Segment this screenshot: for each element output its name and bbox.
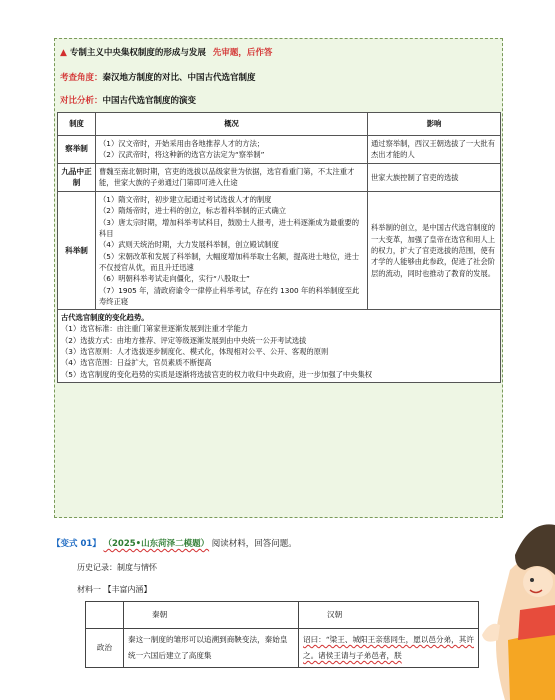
- variant-label: 【变式 01】: [52, 539, 101, 549]
- trend-item: （4）选官范围：日益扩大，官员素质不断提高: [61, 358, 212, 368]
- selection-system-table: [57, 112, 501, 383]
- trend-item: （1）选官标准：由注重门第家世逐渐发展到注重才学能力: [61, 324, 249, 334]
- overview-item: （7）1905 年，清政府谕令一律停止科举考试，存在约 1300 年的科举制度至此寿终正寝: [99, 285, 360, 306]
- overview-item: （3）唐太宗时期，增加科举考试科目，鼓励士人报考，进士科逐渐成为最重要的科目: [99, 217, 360, 239]
- table-row: [86, 629, 479, 668]
- history-record: 历史记录：制度与情怀: [77, 563, 157, 572]
- overview-cell: [96, 163, 368, 192]
- impact-cell: 科举制的创立，是中国古代选官制度的一大变革，加强了皇帝在选官和用人上的权力，扩大了官吏选拔的范围，使有才学的人能够由此参政，促进了社会阶层的流动，同时也推动了教育的发展。: [368, 192, 501, 310]
- trend-row: [58, 310, 501, 383]
- cartoon-girl-illustration: [470, 500, 555, 700]
- table-row: [58, 163, 501, 192]
- analysis-text: 中国古代选官制度的演变: [102, 96, 197, 106]
- overview-item: （4）武则天统治时期，大力发展科举制，创立殿试制度: [99, 240, 279, 250]
- overview-cell: [96, 192, 368, 310]
- material-header-row: [86, 602, 479, 629]
- system-name: 察举制: [58, 136, 96, 164]
- trend-title: 古代选官制度的变化趋势。: [61, 313, 149, 323]
- analysis-line: [60, 94, 196, 106]
- overview-item: （2）汉武帝时，将这种新的选官方法定为“察举制”: [99, 150, 265, 160]
- angle-text: 秦汉地方制度的对比、中国古代选官制度: [102, 73, 256, 83]
- material-han-text: 诏曰：“梁王、城阳王亲慈同生，愿以邑分弟，其许之。诸侯王请与子弟邑者，朕: [299, 629, 479, 668]
- header-overview: 概况: [96, 113, 368, 136]
- overview-item: （1）汉文帝时，开始采用由各地推荐人才的方法；: [99, 139, 265, 148]
- material-header-han: 汉朝: [299, 602, 479, 629]
- header-impact: 影响: [368, 113, 501, 136]
- trend-cell: [58, 310, 501, 383]
- analysis-label: 对比分析：: [60, 96, 103, 106]
- overview-item: 曹魏至南北朝时期，官吏的选拔以品级家世为依据，选官看重门第，不太注重才能，世家大族的子弟通过门第即可进入仕途: [99, 167, 355, 188]
- overview-item: （5）宋朝改革和发展了科举制，大幅度增加科举取士名额，提高进士地位，进士不仅授官从优，而且升迁迅速: [99, 251, 360, 272]
- table-row: [58, 192, 501, 310]
- impact-cell: 世家大族控制了官吏的选拔: [368, 163, 501, 192]
- trend-item: （5）选官制度的变化趋势的实质是逐渐将选拔官吏的权力收归中央政府，进一步加强了中央集权: [61, 369, 373, 379]
- table-row: [58, 136, 501, 164]
- angle-line: [60, 71, 256, 83]
- overview-item: （2）隋炀帝时，进士科的创立，标志着科举制的正式确立: [99, 206, 287, 216]
- topic-label: 专制主义中央集权制度的形成与发展: [69, 48, 206, 58]
- topic-line: [60, 46, 272, 58]
- trend-item: （2）选拔方式：由地方推荐、评定等级逐渐发展到由中央统一公开考试选拔: [61, 335, 307, 345]
- topic-note: 先审题，后作答: [212, 48, 273, 58]
- trend-item: （3）选官原则：人才选拔逐步制度化、模式化，体现相对公平、公开、客观的原则: [61, 346, 329, 356]
- header-system: 制度: [58, 113, 96, 136]
- table-header-row: [58, 113, 501, 136]
- material-qin-text: 秦这一制度的雏形可以追溯到商鞅变法，秦始皇统一六国后建立了高度集: [124, 629, 299, 668]
- variant-source: （2025•山东菏泽二模题）: [103, 539, 210, 549]
- material-table: [85, 601, 479, 668]
- overview-cell: [96, 136, 368, 164]
- material-header-qin: 秦朝: [124, 602, 299, 629]
- system-name: 九品中正制: [58, 163, 96, 192]
- warning-icon: ▲: [60, 48, 67, 58]
- angle-label: 考查角度：: [60, 73, 103, 83]
- impact-cell: 通过察举制，西汉王朝选拔了一大批有杰出才能的人: [368, 136, 501, 164]
- material-label: 材料一 【丰富内涵】: [77, 585, 152, 594]
- overview-item: （6）明朝科举考试走向僵化，实行“八股取士”: [99, 274, 250, 284]
- overview-item: （1）隋文帝时，初步建立起通过考试选拔人才的制度: [99, 195, 272, 205]
- material-corner: [86, 602, 124, 629]
- variant-line: [52, 537, 297, 549]
- variant-instruction: 阅读材料，回答问题。: [211, 539, 297, 549]
- system-name: 科举制: [58, 192, 96, 310]
- material-row-label: 政治: [86, 629, 124, 668]
